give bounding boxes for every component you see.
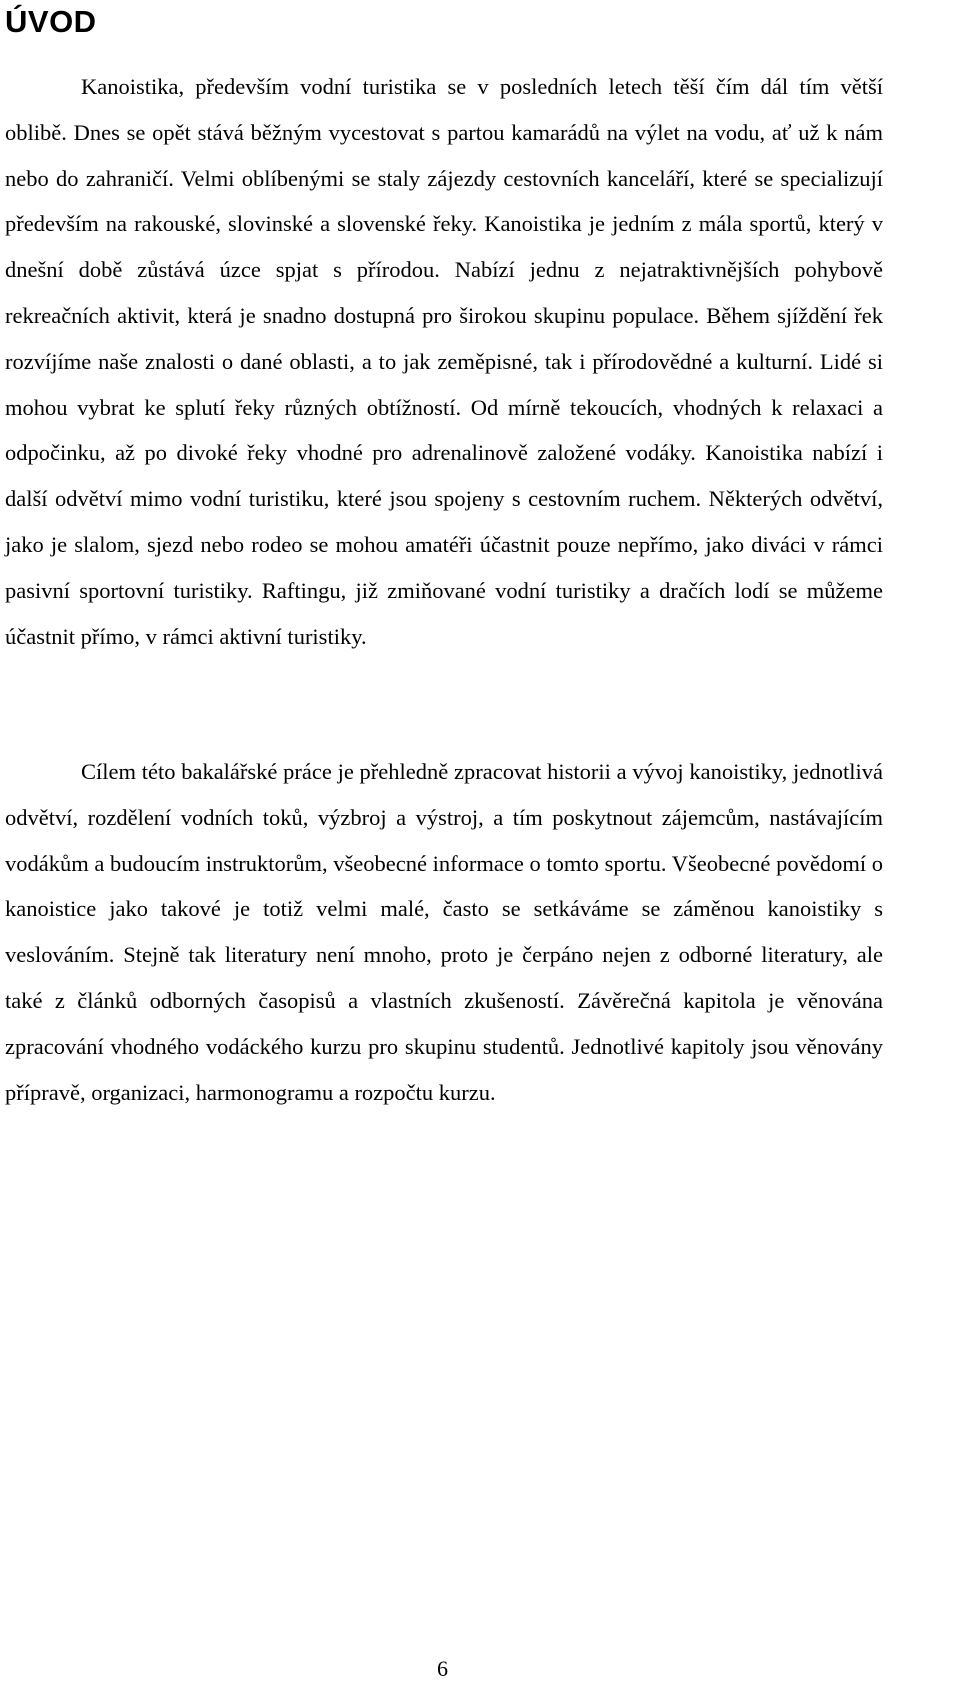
paragraph-introduction: Kanoistika, především vodní turistika se v posledních letech těší čím dál tím větší oblibě. Dnes se opět stává běžným vycestovat s partou kamarádů na výlet na vodu, ať už k nám nebo do zahraničí. Velmi oblíbenými se staly zájezdy cestovních kanceláří, které se specializují především na rakouské, slovinské a slovenské řeky. Kanoistika je jedním z mála sportů, který v dnešní době zůstává úzce spjat s přírodou. Nabízí jednu z nejatraktivnějších pohybově rekreačních aktivit, která je snadno dostupná pro širokou skupinu populace. Během sjíždění řek rozvíjíme naše znalosti o dané oblasti, a to jak zeměpisné, tak i přírodovědné a kulturní. Lidé si mohou vybrat ke splutí řeky různých obtížností. Od mírně tekoucích, vhodných k relaxaci a odpočinku, až po divoké řeky vhodné pro adrenalinově založené vodáky. Kanoistika nabízí i další odvětví mimo vodní turistiku, které jsou spojeny s cestovním ruchem. Některých odvětví, jako je slalom, sjezd nebo rodeo se mohou amatéři účastnit pouze nepřímo, jako diváci v rámci pasivní sportovní turistiky. Raftingu, již zmiňované vodní turistiky a dračích lodí se můžeme účastnit přímo, v rámci aktivní turistiky. [5, 74, 883, 649]
section-heading: ÚVOD [5, 4, 97, 39]
page-number: 6 [437, 1656, 448, 1681]
paragraph-thesis-goal: Cílem této bakalářské práce je přehledně zpracovat historii a vývoj kanoistiky, jednotlivá odvětví, rozdělení vodních toků, výzbroj a výstroj, a tím poskytnout zájemcům, nastávajícím vodákům a budoucím instruktorům, všeobecné informace o tomto sportu. Všeobecné povědomí o kanoistice jako takové je totiž velmi malé, často se setkáváme se záměnou kanoistiky s veslováním. Stejně tak literatury není mnoho, proto je čerpáno nejen z odborné literatury, ale také z článků odborných časopisů a vlastních zkušeností. Závěrečná kapitola je věnována zpracování vhodného vodáckého kurzu pro skupinu studentů. Jednotlivé kapitoly jsou věnovány přípravě, organizaci, harmonogramu a rozpočtu kurzu. [5, 759, 883, 1105]
